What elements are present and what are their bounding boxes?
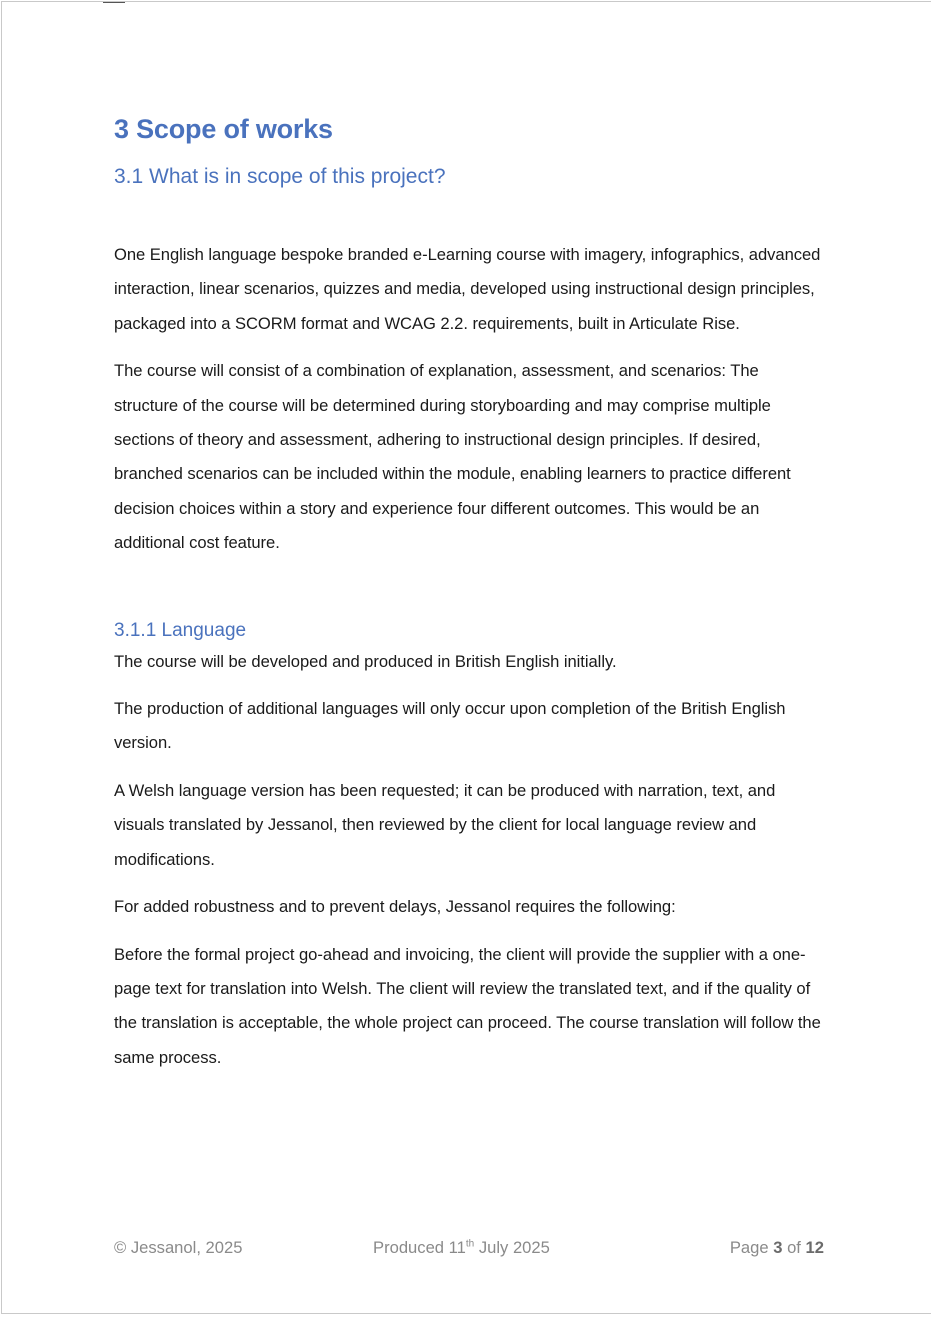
footer-copyright: © Jessanol, 2025 [114, 1238, 243, 1257]
footer-page-current: 3 [773, 1238, 783, 1257]
footer-produced-date [373, 1238, 550, 1258]
scope-paragraph: One English language bespoke branded e-Learning course with imagery, infographics, advanced interaction, linear scenarios, quizzes and media, developed using instructional design principles, packaged into a SCORM format and WCAG 2.2. requirements, built in Articulate Rise. [114, 245, 821, 333]
footer-page-number [730, 1238, 824, 1258]
language-paragraph: A Welsh language version has been requested; it can be produced with narration, text, and visuals translated by Jessanol, then reviewed by the client for local language review and modifications. [114, 780, 776, 869]
footer-page-total: 12 [805, 1238, 824, 1257]
language-heading: 3.1.1 Language [114, 619, 247, 641]
page-content [114, 110, 826, 1075]
footer-page-label: Page [729, 1238, 774, 1257]
section-heading: 3 Scope of works [114, 114, 333, 144]
footer-page-of: of [782, 1238, 806, 1257]
language-paragraph: The production of additional languages will only occur upon completion of the British English version. [114, 699, 786, 753]
footer-produced-sup: th [465, 1238, 475, 1250]
language-paragraph: The course will be developed and produced in British English initially. [114, 651, 617, 671]
page-footer [114, 1238, 826, 1264]
document-page [1, 1, 931, 1314]
footer-produced-suffix: July 2025 [474, 1238, 550, 1257]
page-corner-mark [103, 2, 125, 3]
language-paragraph: For added robustness and to prevent delays, Jessanol requires the following: [114, 897, 676, 917]
subsection-heading: 3.1 What is in scope of this project? [114, 165, 446, 188]
language-paragraph: Before the formal project go-ahead and invoicing, the client will provide the supplier with a one-page text for translation into Welsh. The client will review the translated text, and if the quality of the translation is acceptable, the whole project can proceed. The course translation will follow the same process. [114, 944, 821, 1067]
scope-paragraph: The course will consist of a combination of explanation, assessment, and scenarios: The structure of the course will be determined during storyboarding and may comprise multiple sections of theory and assessment, adhering to instructional design principles. If desired, branched scenarios can be included within the module, enabling learners to practice different decision choices within a story and experience four different outcomes. This would be an additional cost feature. [114, 361, 791, 553]
footer-produced-prefix: Produced 11 [373, 1238, 466, 1257]
